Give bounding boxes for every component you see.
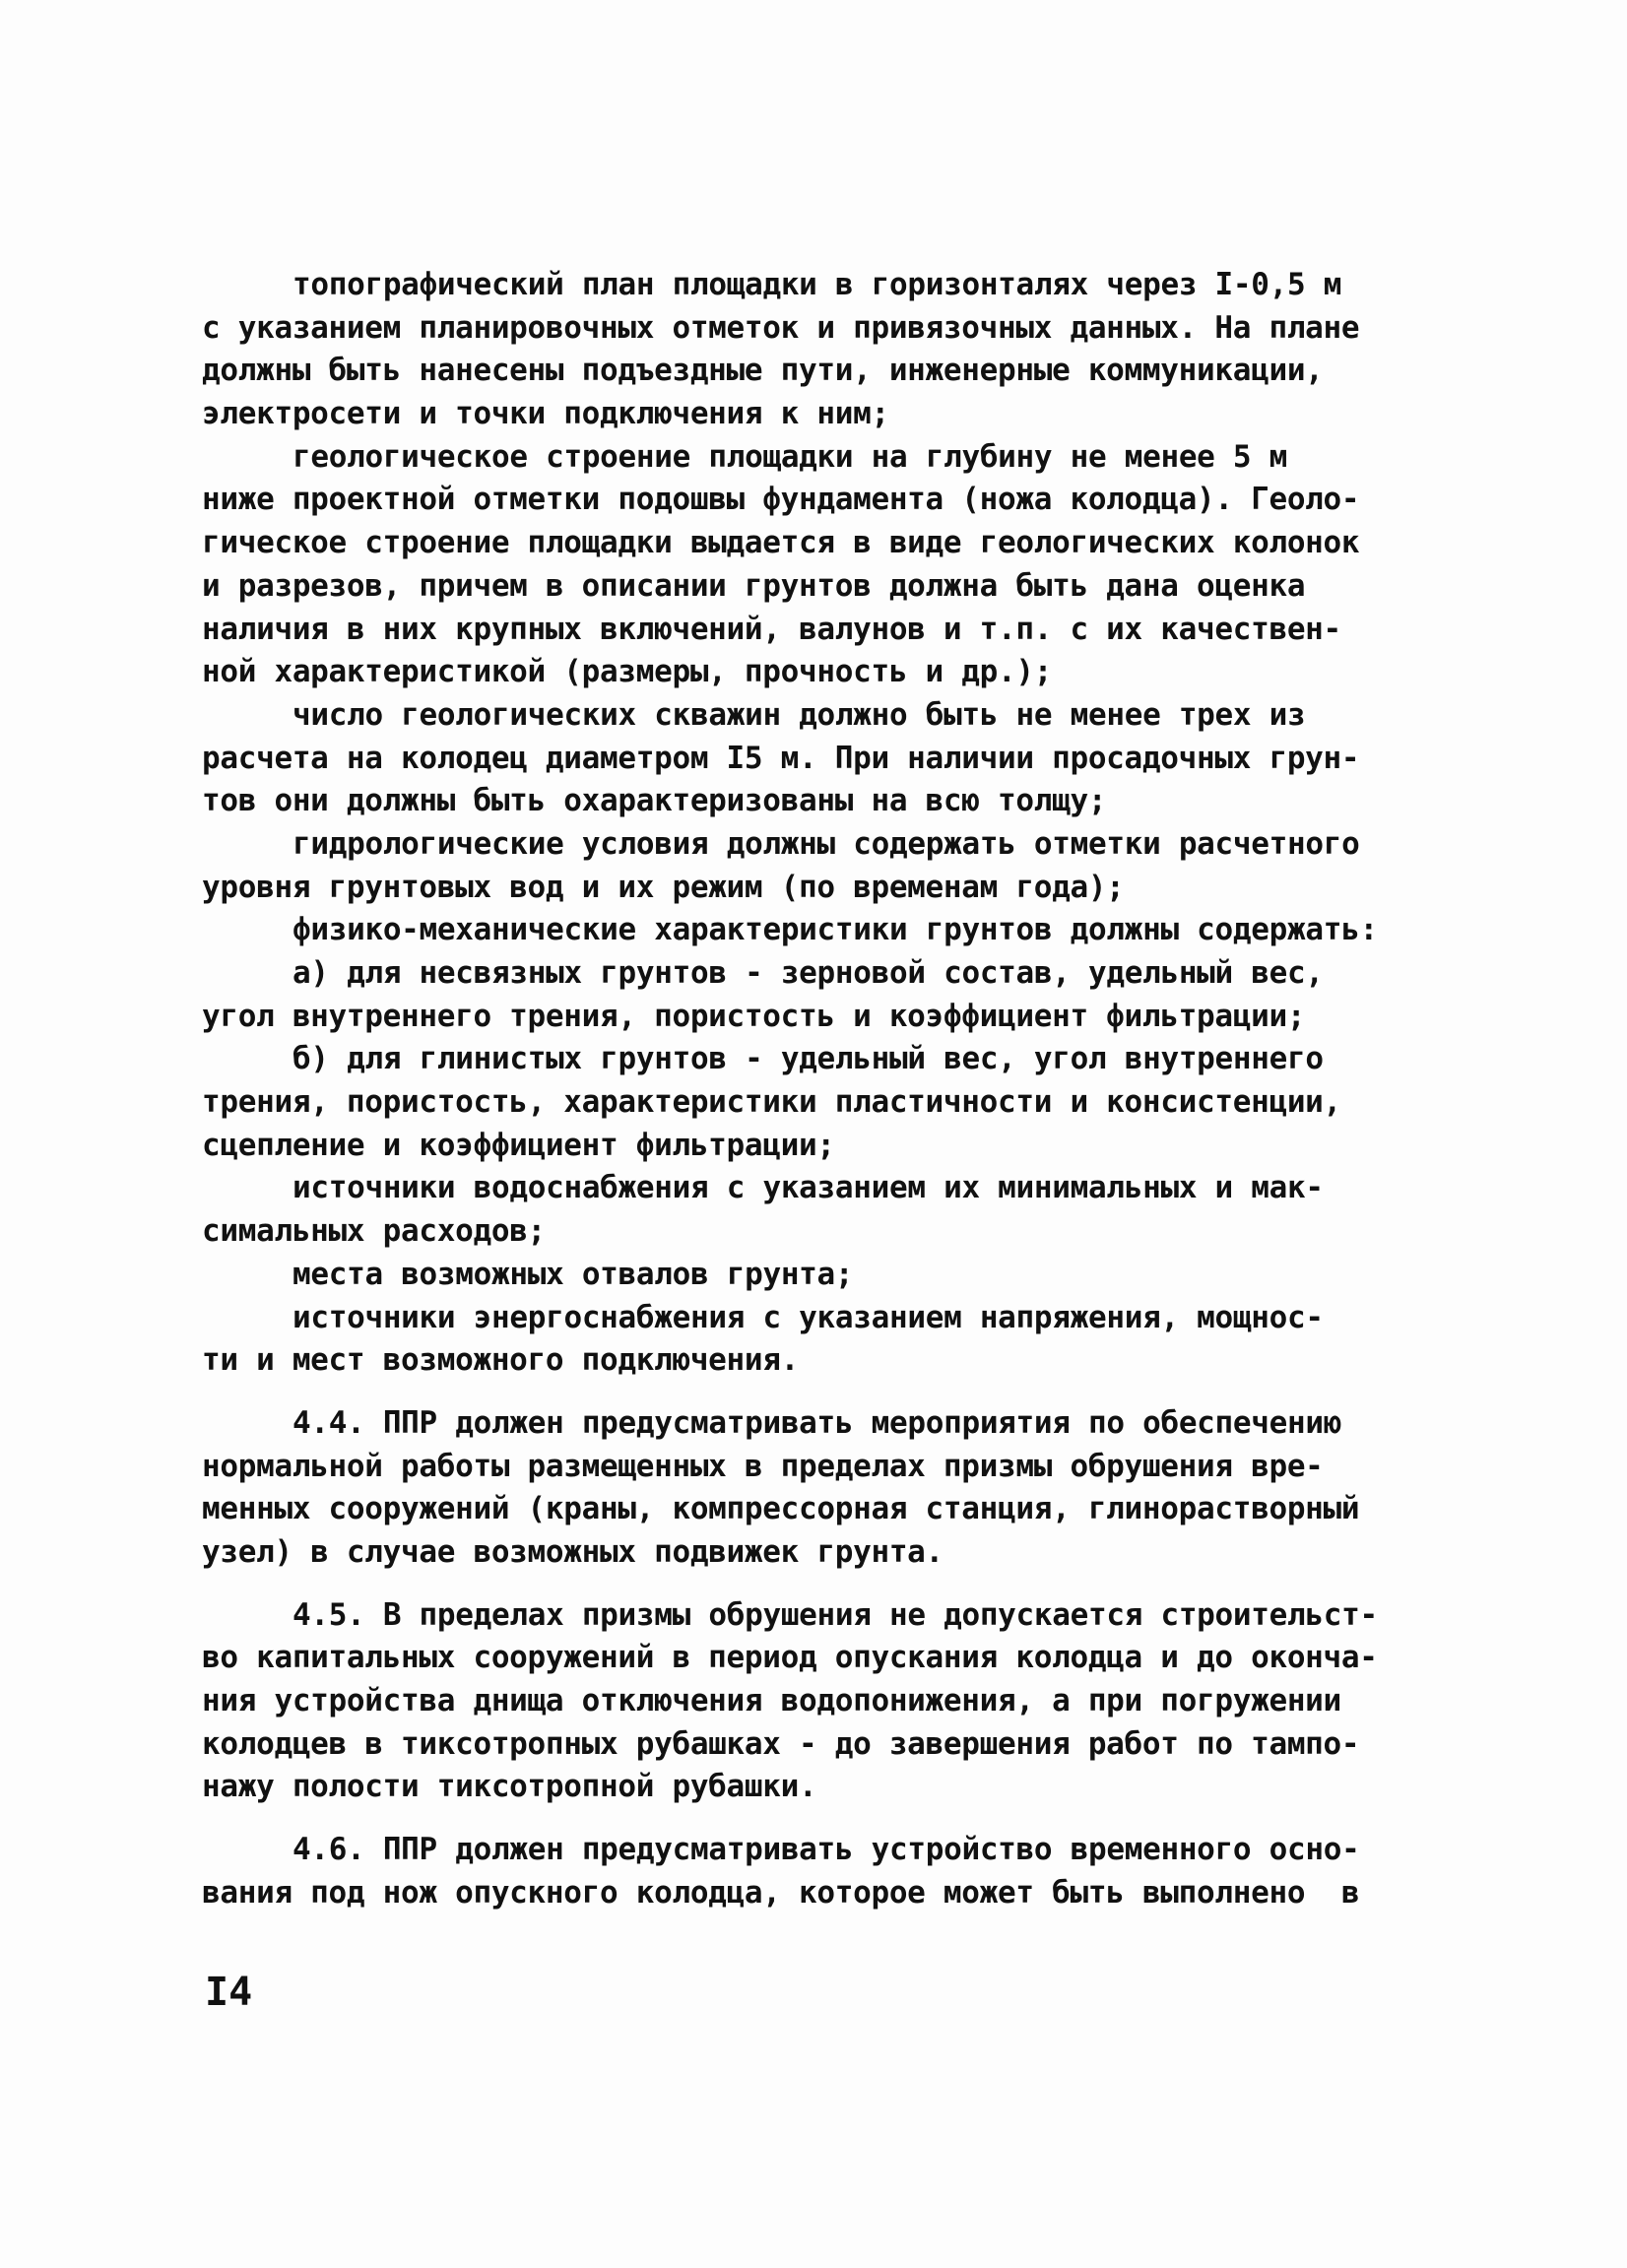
text-line: геологическое строение площадки на глубину не менее 5 м (293, 438, 1287, 475)
text-line: наличия в них крупных включений, валунов и т.п. с их качествен- (202, 611, 1341, 647)
text-line: тов они должны быть охарактеризованы на всю толщу; (202, 783, 1107, 819)
text-line: уровня грунтовых вод и их режим (по временам года); (202, 869, 1125, 905)
text-line: угол внутреннего трения, пористость и коэффициент фильтрации; (202, 998, 1306, 1034)
text-line: число геологических скважин должно быть не менее трех из (293, 696, 1306, 733)
text-line: и разрезов, причем в описании грунтов должна быть дана оценка (202, 567, 1306, 604)
text-line: электросети и точки подключения к ним; (202, 396, 889, 432)
text-line: сцепление и коэффициент фильтрации; (202, 1127, 835, 1163)
text-line: а) для несвязных грунтов - зерновой состав, удельный вес, (293, 955, 1324, 991)
text-line: симальных расходов; (202, 1213, 546, 1250)
body-text (202, 264, 1378, 1914)
text-line: места возможных отвалов грунта; (293, 1256, 854, 1292)
text-line: менных сооружений (краны, компрессорная станция, глинорастворный (202, 1491, 1360, 1527)
text-line: ти и мест возможного подключения. (202, 1342, 799, 1379)
text-line: источники энергоснабжения с указанием напряжения, мощнос- (293, 1299, 1324, 1335)
text-line: топографический план площадки в горизонталях через I-0,5 м (293, 267, 1342, 302)
text-line: б) для глинистых грунтов - удельный вес, угол внутреннего (293, 1041, 1324, 1077)
text-line: с указанием планировочных отметок и привязочных данных. На плане (202, 309, 1360, 346)
text-line: гидрологические условия должны содержать отметки расчетного (293, 825, 1360, 862)
text-line: гическое строение площадки выдается в виде геологических колонок (202, 525, 1360, 561)
text-line: ной характеристикой (размеры, прочность и др.); (202, 654, 1053, 690)
text-line: во капитальных сооружений в период опускания колодца и до оконча- (202, 1640, 1378, 1676)
text-line: трения, пористость, характеристики пластичности и консистенции, (202, 1084, 1341, 1121)
section-4-5-line: 4.5. В пределах призмы обрушения не допускается строительст- (293, 1596, 1378, 1633)
text-line: ния устройства днища отключения водопонижения, а при погружении (202, 1683, 1341, 1718)
section-4-6-line: 4.6. ППР должен предусматривать устройство временного осно- (293, 1832, 1360, 1868)
text-line: нажу полости тиксотропной рубашки. (202, 1769, 817, 1805)
text-line: нормальной работы размещенных в пределах призмы обрушения вре- (202, 1448, 1324, 1484)
text-line: ниже проектной отметки подошвы фундамента (ножа колодца). Геоло- (202, 482, 1360, 518)
page-number: I4 (205, 1970, 253, 2015)
text-line: вания под нож опускного колодца, которое может быть выполнено в (202, 1874, 1360, 1911)
section-4-4-line: 4.4. ППР должен предусматривать мероприятия по обеспечению (293, 1404, 1342, 1441)
text-line: источники водоснабжения с указанием их минимальных и мак- (293, 1170, 1324, 1206)
text-line: колодцев в тиксотропных рубашках - до завершения работ по тампо- (202, 1725, 1360, 1762)
text-line: физико-механические характеристики грунтов должны содержать: (293, 912, 1378, 948)
text-line: узел) в случае возможных подвижек грунта. (202, 1533, 944, 1570)
text-line: расчета на колодец диаметром I5 м. При наличии просадочных грун- (202, 740, 1360, 776)
text-line: должны быть нанесены подъездные пути, инженерные коммуникации, (202, 353, 1324, 389)
